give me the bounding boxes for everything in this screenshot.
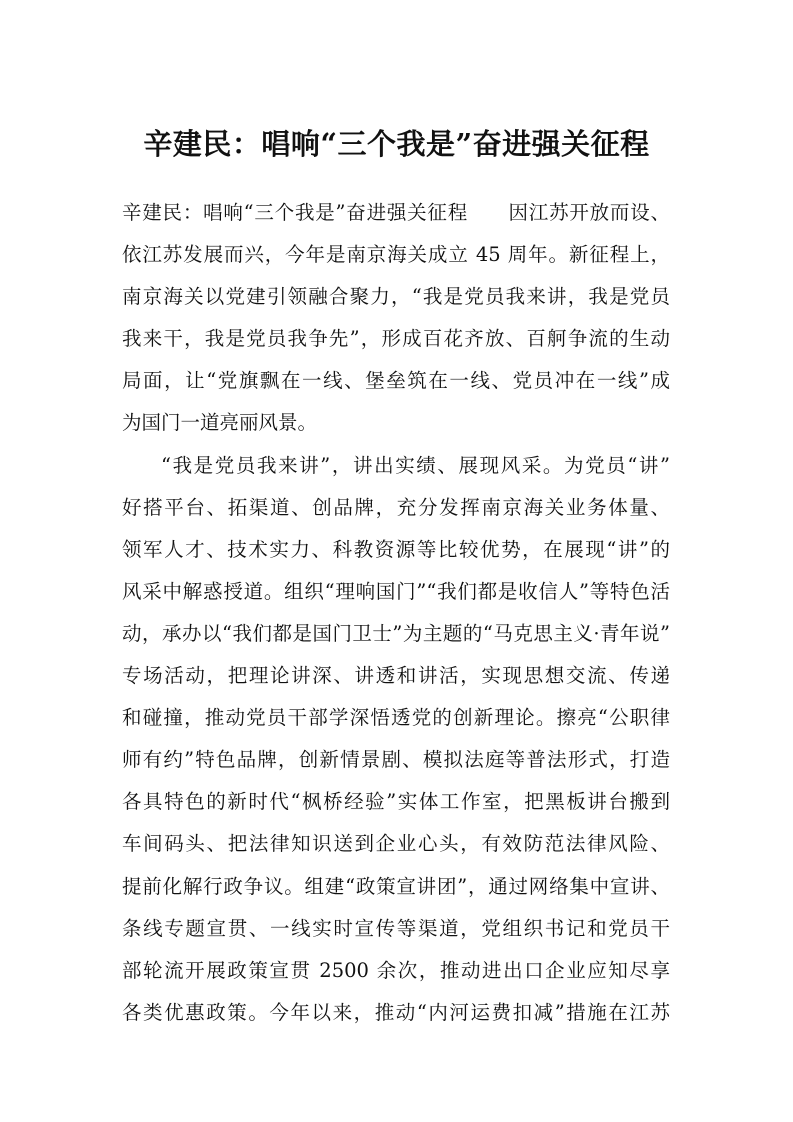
text-line: 南京海关以党建引领融合聚力，“我是党员我来讲，我是党员 (122, 285, 670, 309)
text-line: 领军人才、技术实力、科教资源等比较优势，在展现“讲”的 (122, 537, 670, 561)
text-line: 条线专题宣贯、一线实时宣传等渠道，党组织书记和党员干 (122, 916, 670, 940)
text-line: 各类优惠政策。今年以来，推动“内河运费扣减”措施在江苏 (122, 1000, 670, 1024)
text-line: 风采中解惑授道。组织“理响国门”“我们都是收信人”等特色活 (122, 579, 670, 603)
text-line: “我是党员我来讲”，讲出实绩、展现风采。为党员“讲” (161, 453, 670, 477)
text-line: 提前化解行政争议。组建“政策宣讲团”，通过网络集中宣讲、 (122, 874, 670, 898)
document-body (122, 192, 670, 1034)
text-line: 动，承办以“我们都是国门卫士”为主题的“马克思主义·青年说” (122, 621, 670, 645)
document-title: 辛建民：唱响“三个我是”奋进强关征程 (143, 127, 650, 161)
text-line: 我来干，我是党员我争先”，形成百花齐放、百舸争流的生动 (122, 327, 670, 351)
text-line: 为国门一道亮丽风景。 (122, 411, 318, 435)
text-line: 专场活动，把理论讲深、讲透和讲活，实现思想交流、传递 (122, 664, 670, 688)
text-line: 各具特色的新时代“枫桥经验”实体工作室，把黑板讲台搬到 (122, 790, 670, 814)
text-line: 好搭平台、拓渠道、创品牌，充分发挥南京海关业务体量、 (122, 495, 670, 519)
text-line: 局面，让“党旗飘在一线、堡垒筑在一线、党员冲在一线”成 (122, 369, 670, 393)
text-line: 依江苏发展而兴，今年是南京海关成立 45 周年。新征程上， (122, 243, 670, 267)
text-line: 车间码头、把法律知识送到企业心头，有效防范法律风险、 (122, 832, 670, 856)
text-line: 部轮流开展政策宣贯 2500 余次，推动进出口企业应知尽享 (122, 958, 670, 982)
text-line: 和碰撞，推动党员干部学深悟透党的创新理论。擦亮“公职律 (122, 706, 670, 730)
text-line: 辛建民：唱响“三个我是”奋进强关征程 因江苏开放而设、 (122, 201, 670, 224)
text-line: 师有约”特色品牌，创新情景剧、模拟法庭等普法形式，打造 (122, 748, 670, 772)
